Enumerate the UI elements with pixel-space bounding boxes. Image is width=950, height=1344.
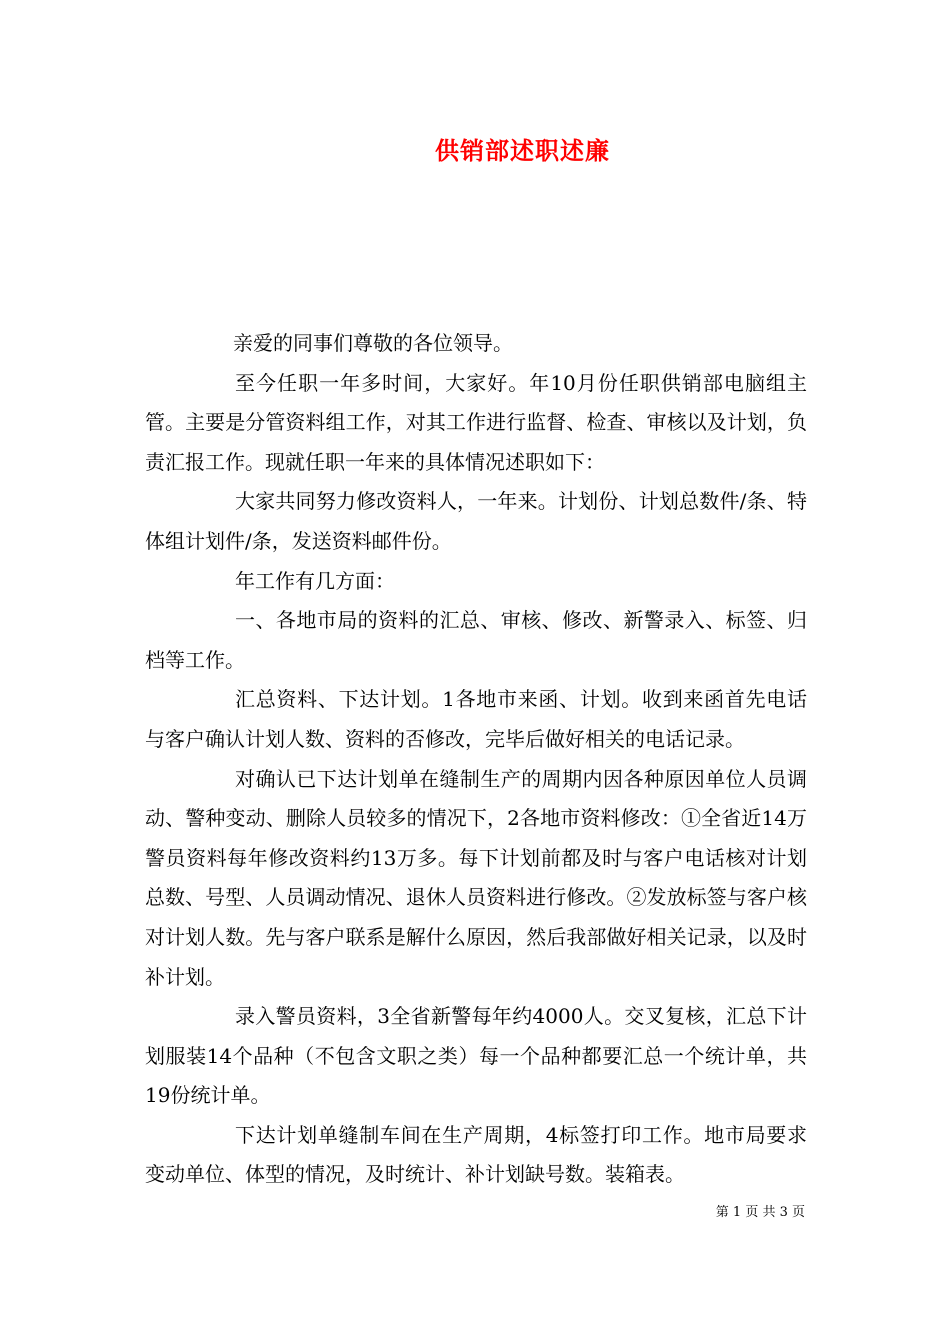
body-paragraph: 至今任职一年多时间，大家好。年10月份任职供销部电脑组主管。主要是分管资料组工作，对其工作进行监督、检查、审核以及计划，负责汇报工作。现就任职一年来的具体情况述职如下： xyxy=(145,370,807,474)
page-number-footer: 第 1 页 共 3 页 xyxy=(715,1205,805,1220)
document-body xyxy=(145,324,807,1195)
body-paragraph: 对确认已下达计划单在缝制生产的周期内因各种原因单位人员调动、警种变动、删除人员较多的情况下，2各地市资料修改：①全省近14万警员资料每年修改资料约13万多。每下计划前都及时与客户电话核对计划总数、号型、人员调动情况、退休人员资料进行修改。②发放标签与客户核对计划人数。先与客户联系是解什么原因，然后我部做好相关记录，以及时补计划。 xyxy=(145,766,807,989)
body-paragraph: 下达计划单缝制车间在生产周期，4标签打印工作。地市局要求变动单位、体型的情况，及时统计、补计划缺号数。装箱表。 xyxy=(145,1122,807,1187)
page-title: 供销部述职述廉 xyxy=(435,136,610,165)
body-paragraph: 录入警员资料，3全省新警每年约4000人。交叉复核，汇总下计划服装14个品种（不包含文职之类）每一个品种都要汇总一个统计单，共19份统计单。 xyxy=(145,1004,807,1108)
body-paragraph: 年工作有几方面： xyxy=(235,568,395,593)
greeting-paragraph: 亲爱的同事们尊敬的各位领导。 xyxy=(233,331,513,355)
body-paragraph: 大家共同努力修改资料人，一年来。计划份、计划总数件/条、特体组计划件/条，发送资料邮件份。 xyxy=(145,489,807,553)
body-paragraph: 汇总资料、下达计划。1各地市来函、计划。收到来函首先电话与客户确认计划人数、资料的否修改，完毕后做好相关的电话记录。 xyxy=(145,687,807,751)
body-paragraph: 一、各地市局的资料的汇总、审核、修改、新警录入、标签、归档等工作。 xyxy=(145,608,807,672)
